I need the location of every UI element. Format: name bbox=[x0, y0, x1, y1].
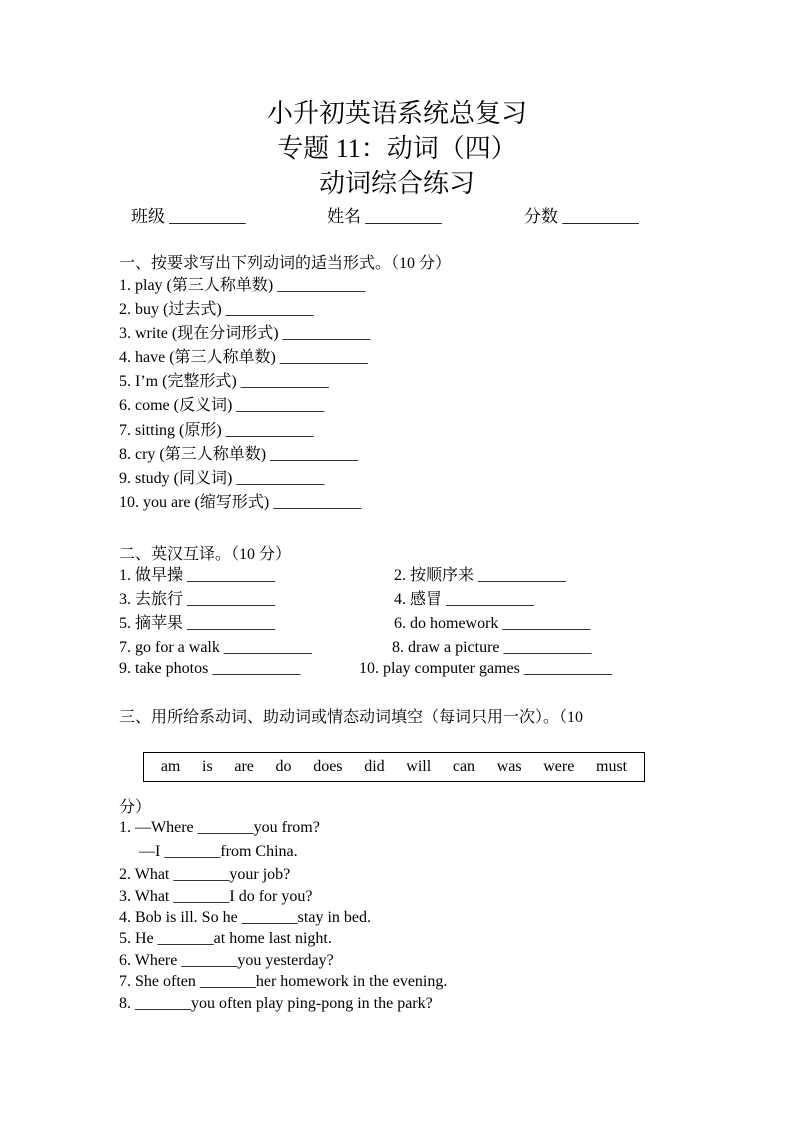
word-bank-item: do bbox=[275, 758, 292, 775]
s1-item: 10. you are (缩写形式) ___________ bbox=[119, 494, 362, 511]
s3-item: 8. _______you often play ping-pong in the park? bbox=[119, 995, 433, 1012]
word-bank-item: must bbox=[596, 758, 628, 775]
word-bank-item: am bbox=[160, 758, 181, 775]
s3-item: 7. She often _______her homework in the evening. bbox=[119, 973, 448, 990]
section1-heading: 一、按要求写出下列动词的适当形式。（10 分） bbox=[119, 255, 452, 272]
s2-right-item: 4. 感冒 ___________ bbox=[394, 591, 535, 608]
sub-title: 动词综合练习 bbox=[318, 169, 475, 198]
word-bank-item: were bbox=[543, 758, 575, 775]
word-bank-item: are bbox=[234, 758, 254, 775]
s1-item: 5. I’m (完整形式) ___________ bbox=[119, 373, 329, 390]
s3-item: 4. Bob is ill. So he _______stay in bed. bbox=[119, 909, 371, 926]
s1-item: 1. play (第三人称单数) ___________ bbox=[119, 277, 366, 294]
s2-left-item: 3. 去旅行 ___________ bbox=[119, 591, 276, 608]
s1-item: 8. cry (第三人称单数) ___________ bbox=[119, 446, 359, 463]
word-bank-item: did bbox=[364, 758, 385, 775]
word-bank-item: will bbox=[406, 758, 432, 775]
word-bank-item: is bbox=[202, 758, 213, 775]
s1-item: 7. sitting (原形) ___________ bbox=[119, 422, 314, 439]
s1-item: 9. study (同义词) ___________ bbox=[119, 470, 325, 487]
topic-title: 专题 11：动词（四） bbox=[277, 134, 517, 163]
s2-right-item: 10. play computer games ___________ bbox=[359, 660, 612, 677]
s1-item: 2. buy (过去式) ___________ bbox=[119, 301, 314, 318]
s1-item: 3. write (现在分词形式) ___________ bbox=[119, 325, 371, 342]
section3-heading: 三、用所给系动词、助动词或情态动词填空（每词只用一次）。（10 bbox=[119, 709, 584, 726]
word-bank-box bbox=[143, 752, 645, 782]
s3-item: 6. Where _______you yesterday? bbox=[119, 952, 334, 969]
s2-left-item: 1. 做早操 ___________ bbox=[119, 567, 276, 584]
word-bank-item: does bbox=[313, 758, 343, 775]
main-title: 小升初英语系统总复习 bbox=[266, 99, 527, 128]
s2-left-item: 5. 摘苹果 ___________ bbox=[119, 615, 276, 632]
s3-item: 1. —Where _______you from? bbox=[119, 819, 320, 836]
score-field: 分数 _________ bbox=[524, 207, 639, 226]
s1-item: 6. come (反义词) ___________ bbox=[119, 397, 325, 414]
s1-item: 4. have (第三人称单数) ___________ bbox=[119, 349, 368, 366]
s2-left-item: 9. take photos ___________ bbox=[119, 660, 301, 677]
section2-heading: 二、英汉互译。（10 分） bbox=[119, 546, 292, 563]
word-bank-item: was bbox=[496, 758, 522, 775]
s3-item: 2. What _______your job? bbox=[119, 866, 291, 883]
name-field: 姓名 _________ bbox=[327, 207, 442, 226]
s2-left-item: 7. go for a walk ___________ bbox=[119, 639, 312, 656]
s2-right-item: 8. draw a picture ___________ bbox=[392, 639, 592, 656]
word-bank-item: can bbox=[452, 758, 476, 775]
class-field: 班级 _________ bbox=[131, 207, 246, 226]
s3-item: 5. He _______at home last night. bbox=[119, 930, 332, 947]
s2-right-item: 6. do homework ___________ bbox=[394, 615, 591, 632]
s2-right-item: 2. 按顺序来 ___________ bbox=[394, 567, 567, 584]
section3-heading-cont: 分） bbox=[119, 799, 152, 816]
s3-item: —I _______from China. bbox=[139, 843, 298, 860]
s3-item: 3. What _______I do for you? bbox=[119, 888, 313, 905]
